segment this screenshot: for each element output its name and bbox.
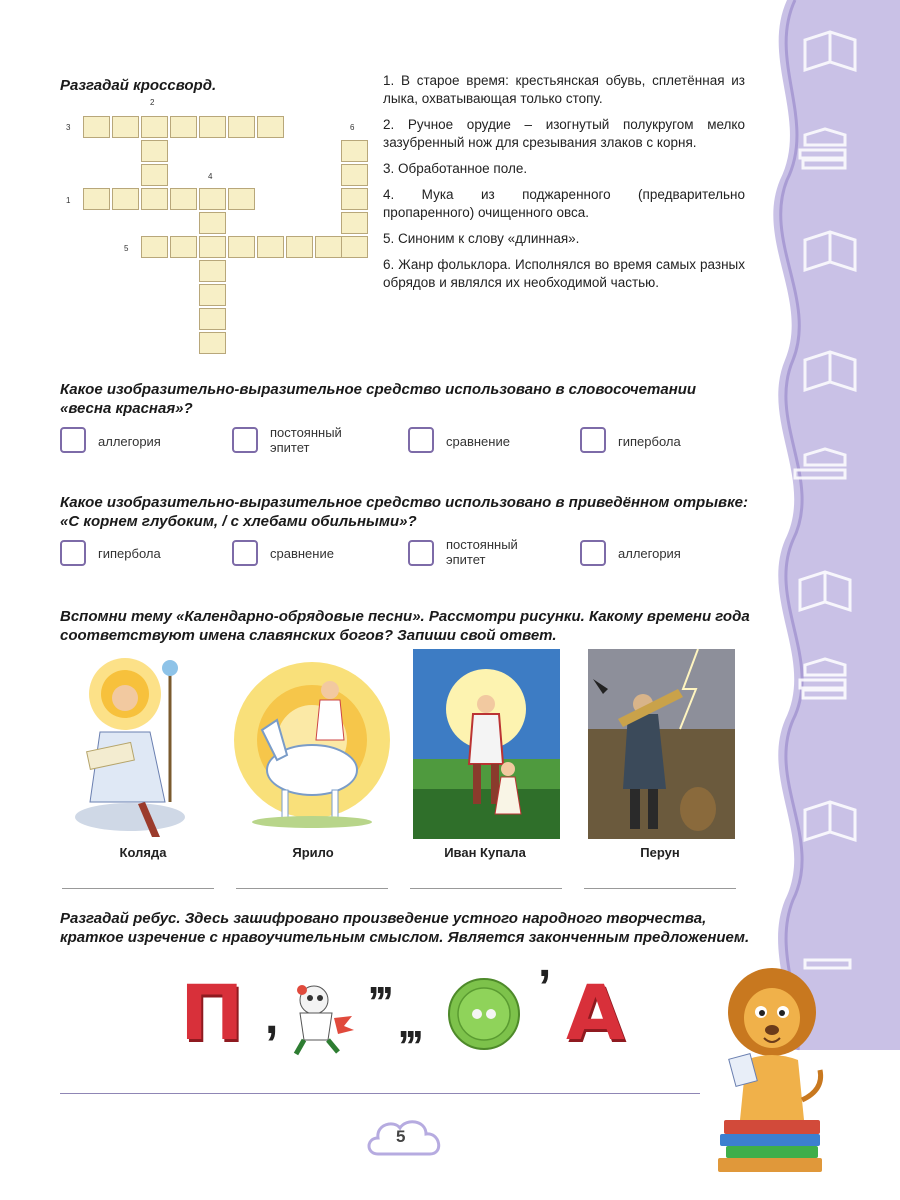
crossword-cell[interactable]	[228, 116, 255, 138]
answer-line[interactable]	[410, 888, 562, 889]
crossword-cell[interactable]	[341, 212, 368, 234]
clue-item: 1. В старое время: крестьянская обувь, сплетённая из лыка, охватывающая только стопу.	[383, 73, 745, 106]
rebus-commas-top: ,,,	[368, 958, 390, 1002]
crossword-cell[interactable]	[112, 188, 139, 210]
god-name-yarilo: Ярило	[292, 845, 334, 860]
crossword-cell[interactable]	[199, 188, 226, 210]
bottom-rule	[60, 1093, 700, 1094]
crossword-cell[interactable]	[112, 116, 139, 138]
answer-line[interactable]	[584, 888, 736, 889]
crossword-cell[interactable]	[315, 236, 342, 258]
crossword-cell[interactable]	[199, 116, 226, 138]
crossword-cell[interactable]	[228, 236, 255, 258]
crossword-cell[interactable]	[141, 164, 168, 186]
crossword-cell[interactable]	[170, 116, 197, 138]
crossword-cell[interactable]	[257, 236, 284, 258]
quiz1-checkbox-epithet[interactable]	[232, 427, 258, 453]
rebus-apostrophe: ’	[538, 961, 552, 1014]
answer-line[interactable]	[236, 888, 388, 889]
crossword-cell[interactable]	[141, 116, 168, 138]
crossword-cell[interactable]	[199, 236, 226, 258]
quiz1-checkbox-hyperbole[interactable]	[580, 427, 606, 453]
quiz1-option-label: постоянный эпитет	[270, 425, 342, 455]
perun-illustration	[588, 649, 735, 839]
crossword-number: 2	[150, 98, 155, 107]
quiz1-option-label: сравнение	[446, 434, 510, 449]
lion-mascot-illustration	[712, 960, 830, 1180]
clue-item: 2. Ручное орудие – изогнутый полукругом мелко зазубренный нож для срезывания злаков с корня.	[383, 117, 745, 150]
rebus-letter-a: А	[566, 968, 625, 1057]
crossword-cell[interactable]	[341, 188, 368, 210]
crossword-number: 1	[66, 196, 71, 205]
answer-line[interactable]	[62, 888, 214, 889]
crossword-number: 6	[350, 123, 355, 132]
crossword-cell[interactable]	[199, 308, 226, 330]
quiz1-question: Какое изобразительно-выразительное средство использовано в словосочетании «весна красная»?	[60, 381, 697, 417]
crossword-cell[interactable]	[199, 260, 226, 282]
quiz1-option-label: гипербола	[618, 434, 681, 449]
god-name-perun: Перун	[640, 845, 680, 860]
crossword-cell[interactable]	[228, 188, 255, 210]
god-name-ivan-kupala: Иван Купала	[444, 845, 526, 860]
clue-item: 6. Жанр фольклора. Исполнялся во время самых разных обрядов и являлся их необходимой частью.	[383, 257, 745, 290]
ivan-kupala-illustration	[413, 649, 560, 839]
kolyada-illustration	[70, 652, 200, 840]
quiz2-option-label: постоянный эпитет	[446, 537, 518, 567]
quiz2-checkbox-allegory[interactable]	[580, 540, 606, 566]
crossword-cell[interactable]	[199, 284, 226, 306]
quiz2-option-label: гипербола	[98, 546, 161, 561]
rebus-comma: ,	[265, 991, 279, 1044]
rebus-letter-p: П	[180, 968, 244, 1057]
crossword-cell[interactable]	[170, 236, 197, 258]
rebus-picture-icon	[282, 978, 362, 1058]
rebus-button-icon	[446, 976, 522, 1052]
crossword-cell[interactable]	[141, 140, 168, 162]
crossword-cell[interactable]	[341, 164, 368, 186]
crossword-cell[interactable]	[83, 188, 110, 210]
page-number-cloud	[364, 1114, 448, 1164]
god-name-kolyada: Коляда	[119, 845, 167, 860]
quiz1-checkbox-comparison[interactable]	[408, 427, 434, 453]
rebus-commas-bottom: ,,,	[398, 1002, 420, 1046]
clue-item: 4. Мука из поджаренного (предварительно пропаренного) очищенного овса.	[383, 187, 745, 220]
quiz2-checkbox-comparison[interactable]	[232, 540, 258, 566]
crossword-cell[interactable]	[257, 116, 284, 138]
clue-item: 3. Обработанное поле.	[383, 161, 528, 176]
crossword-heading: Разгадай кроссворд.	[60, 77, 217, 94]
quiz2-option-label: сравнение	[270, 546, 334, 561]
quiz2-option-label: аллегория	[618, 546, 681, 561]
crossword-number: 5	[124, 244, 129, 253]
clue-item: 5. Синоним к слову «длинная».	[383, 231, 580, 246]
crossword-cell[interactable]	[199, 332, 226, 354]
crossword-cell[interactable]	[170, 188, 197, 210]
crossword-cell[interactable]	[286, 236, 313, 258]
page-number: 5	[396, 1127, 406, 1146]
crossword-cell[interactable]	[341, 140, 368, 162]
crossword-cell[interactable]	[141, 188, 168, 210]
quiz2-question: Какое изобразительно-выразительное средство использовано в приведённом отрывке: «С корнем глубоким, / с хлебами обильными»?	[60, 494, 749, 530]
quiz1-checkbox-allegory[interactable]	[60, 427, 86, 453]
crossword-cell[interactable]	[141, 236, 168, 258]
rebus-question: Разгадай ребус. Здесь зашифровано произведение устного народного творчества, краткое изречение с нравоучительным смыслом. Является законченным предложением.	[60, 910, 750, 946]
crossword-number: 3	[66, 123, 71, 132]
quiz2-checkbox-hyperbole[interactable]	[60, 540, 86, 566]
crossword-cell[interactable]	[199, 212, 226, 234]
quiz2-checkbox-epithet[interactable]	[408, 540, 434, 566]
gods-question: Вспомни тему «Календарно-обрядовые песни». Рассмотри рисунки. Какому времени года соответствуют имена славянских богов? Запиши свой ответ.	[60, 608, 750, 644]
crossword-clues	[383, 72, 745, 292]
crossword-number: 4	[208, 172, 213, 181]
crossword-cell[interactable]	[341, 236, 368, 258]
crossword-cell[interactable]	[83, 116, 110, 138]
quiz1-option-label: аллегория	[98, 434, 161, 449]
yarilo-illustration	[232, 660, 394, 830]
